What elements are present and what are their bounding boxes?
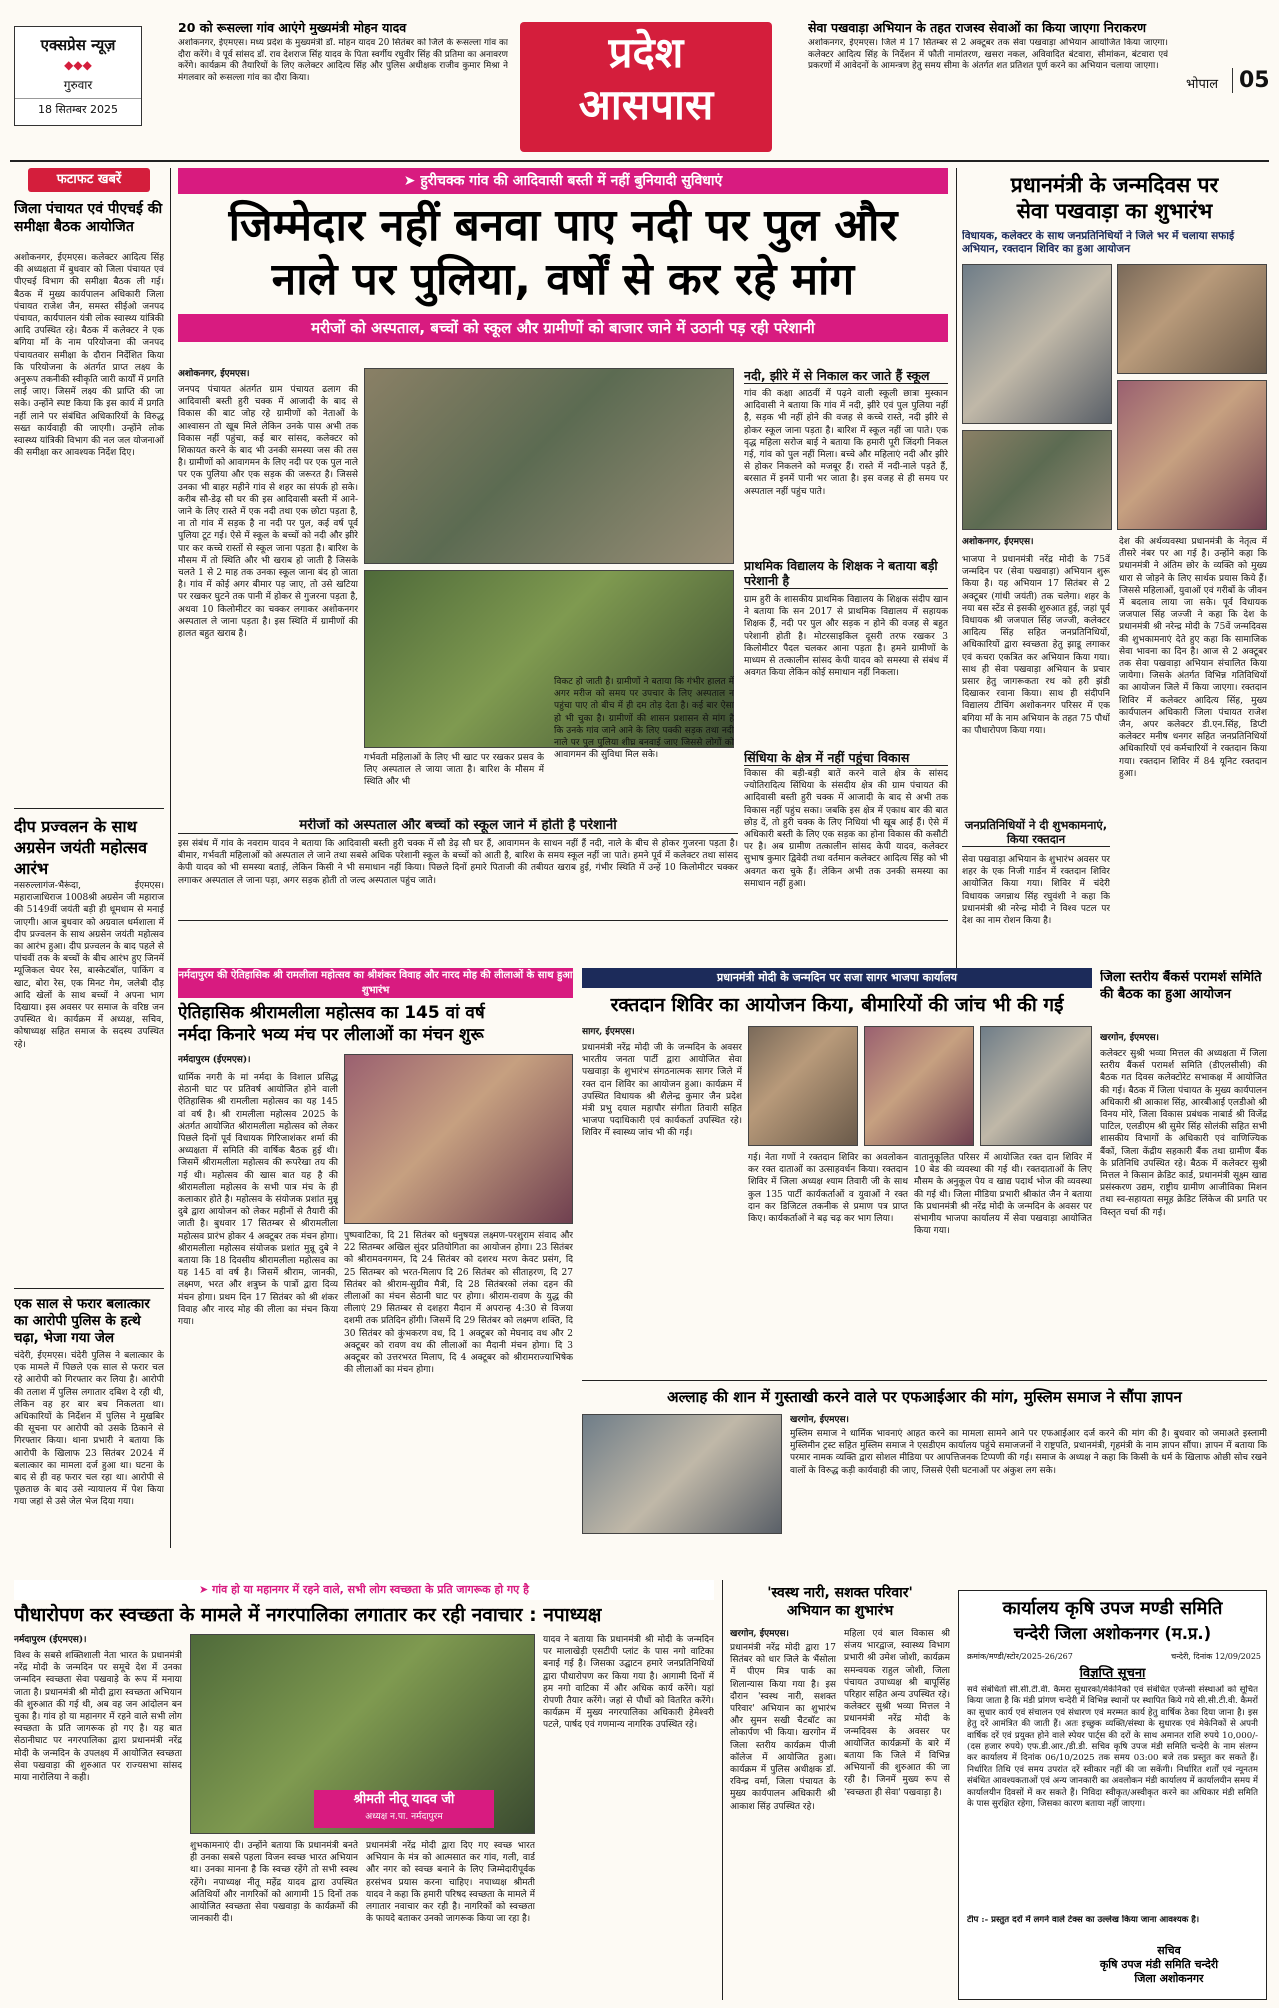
diamond-icon: ◆◆◆ <box>64 58 92 72</box>
lead-sub2: प्राथमिक विद्यालय के शिक्षक ने बताया बड़ी परेशानी है <box>744 558 948 589</box>
lead-col2-bottom: गर्भवती महिलाओं के लिए भी खाट पर रखकर प्रसव के लिए अस्पताल ले जाया जाता है। बारिश के मौसम में स्थिति और भी <box>364 753 544 788</box>
swasth-story <box>730 1580 950 2000</box>
top-right-text: अशोकनगर, ईएमएस। जिले में 17 सितम्बर से 2 अक्टूबर तक सेवा पखवाड़ा अभियान आयोजित किया जाएगा। कलेक्टर आदित्य सिंह के निर्देशन में फौती नामांतरण, खसरा नकल, अविवादित बंटवारा, सीमांकन, बंटवारा एवं प्रकरणों में आवेदनों के आमन्त्रण हेतु समय सीमा के अंतर्गत शत प्रतिशत पूर्ण करने का अभियान चलाया जाएगा। <box>808 38 1168 71</box>
seva-dateline: अशोकनगर, ईएमएस। <box>962 537 1034 547</box>
blood-camp-headline: रक्तदान शिविर का आयोजन किया, बीमारियों की जांच भी की गई <box>610 994 1064 1016</box>
seva-story <box>962 168 1267 968</box>
seva-deck: विधायक, कलेक्टर के साथ जनप्रतिनिधियों ने जिले भर में चलाया सफाई अभियान, रक्तदान शिविर का हुआ आयोजन <box>962 230 1235 255</box>
lead-kicker <box>178 168 948 194</box>
swasth-vrule <box>722 1580 723 2000</box>
lead-headline-line2: नाले पर पुलिया, वर्षों से कर रहे मांग <box>271 254 855 305</box>
brief2-text: नसरुल्लागंज-भैरूंदा, ईएमएस। महाराजाधिराज 1008श्री अग्रसेन जी महाराज की 5149वीं जयंती बड़ी ही धूमधाम से मनाई जाएगी। आज बुधवार को अग्रवाल धर्मशाला में दीप प्रज्वलन के साथ अग्रसेन जयंती महोत्सव का आरंभ हुआ। दीप प्रज्वलन के बाद पहले से पांचवीं तक के बच्चों के बीच आरंभ हुए जिनमें म्यूजिकल चेयर रेस, बास्केटबॉल, पाकिंग व खाट, बोरा रेस, एक मिनट गेम, जलेबी दौड़ आदि खेलों के साथ बच्चों ने अपना भाग दिखाया। इस अवसर पर समाज के वरिष्ठ जन उपस्थित थे। कार्यक्रम में अध्यक्ष, सचिव, कोषाध्यक्ष सहित समाज के सदस्य उपस्थित रहे। <box>14 881 164 1050</box>
lead-col3: विकट हो जाती है। ग्रामीणों ने बताया कि गंभीर हालत में अगर मरीज को समय पर उपचार के लिए अस्पताल न पहुंचा पाए तो बीच में ही दम तोड़ देता है। कई बार ऐसा हो भी चुका है। ग्रामीणों की शासन प्रशासन से मांग है कि उनके गांव जाने आने के लिए पक्की सड़क तथा नदी नाले पर पुल पुलिया शीघ्र बनवाई जाए जिससे लोगों को आवागमन की सुविधा मिल सके। <box>554 677 734 761</box>
blood-camp-story <box>582 968 1092 1398</box>
lead-kicker-text: हुरीचक्क गांव की आदिवासी बस्ती में नहीं बुनियादी सुविधाएं <box>420 173 723 189</box>
bank-story <box>1100 968 1267 1398</box>
brief1-headline: जिला पंचायत एवं पीएचई की समीक्षा बैठक आयोजित <box>14 201 163 235</box>
lead-sub1: नदी, झीरे में से निकाल कर जाते हैं स्कूल <box>744 368 948 384</box>
ramleela-story <box>178 968 573 1578</box>
bank-dateline: खरगोन, ईएमएस। <box>1100 1033 1159 1043</box>
seva-photo-4 <box>1117 380 1267 530</box>
blood-camp-kicker: प्रधानमंत्री मोदी के जन्मदिन पर सजा सागर भाजपा कार्यालय <box>582 968 1092 988</box>
ramleela-dateline: नर्मदापुरम (ईएमएस)। <box>178 1055 251 1065</box>
notice-sign1: सचिव <box>1157 1944 1181 1957</box>
lead-col1: जनपद पंचायत अंतर्गत ग्राम पंचायत ढलाग की आदिवासी बस्ती हुरी चक्क में आजादी के बाद से विकास की बाट जोह रहे ग्रामीणों को नेताओं के आश्वासन तो खूब मिले लेकिन उनके पास अभी तक विकास नहीं पहुंचा, कई बार सांसद, कलेक्टर को शिकायत करने के बाद भी उनकी समस्या जस की तस है। ग्रामीणों को आवागमन के लिए नदी पर एक पुल नाले पर एक पुलिया और एक सड़क की जरूरत है। जिससे उनका भी बाहर महीने गांव से शहर का संपर्क हो सके। करीब सौ-डेढ़ सौ घर की इस आदिवासी बस्ती में आने-जाने के लिए रास्ते में एक नदी तथा एक छोटा पड़ता है, ना तो गांव में सड़क है ना नदी पर पुल, कई वर्ष पूर्व पुलिया टूट गई। ऐसे में स्कूल के बच्चों को नदी और झीरे पार कर कच्चे रास्तों से स्कूल जाना पड़ता है। बारिश के मौसम में तो स्थिति और भी खराब हो जाती है जिसके चलते 1 से 2 माह तक उनका स्कूल जाना बंद हो जाता है। गांव में कोई अगर बीमार पड़ जाए, तो उसे खटिया पर रखकर घुटने तक पानी में होकर से गुजरना पड़ता है, अथवा 10 किलोमीटर का चक्कर लगाकर अशोकनगर अस्पताल ले जाना पड़ता है। इस स्थिति में ग्रामीणों की हालत बहुत खराब है। <box>178 385 358 640</box>
lead-story <box>178 168 948 968</box>
lead-photo-river <box>364 368 734 564</box>
top-left-text: अशोकनगर, ईएमएस। मध्य प्रदेश के मुख्यमंत्री डॉ. मोहन यादव 20 सितंबर को जिले के रूसल्ला गांव का दौरा करेंगे। वे पूर्व सांसद डॉ. राव देशराज सिंह यादव के पिता स्वर्गीय रघुवीर सिंह की प्रतिमा का अनावरण करेंगे। कार्यक्रम की तैयारियों के लिए कलेक्टर आदित्य सिंह और पुलिस अधीक्षक राजीव कुमार मिश्रा ने मंगलवार को रूसल्ला गांव का दौरा किया। <box>178 38 508 83</box>
masthead-brand-box <box>14 26 142 126</box>
arrow-icon: ➤ <box>199 1583 213 1596</box>
top-right-headline: सेवा पखवाड़ा अभियान के तहत राजस्व सेवाओं का किया जाएगा निराकरण <box>808 20 1147 35</box>
ramleela-kicker: नर्मदापुरम की ऐतिहासिक श्री रामलीला महोत्सव का श्रीशंकर विवाह और नारद मोह की लीलाओं के साथ हुआ शुभारंभ <box>178 970 573 996</box>
briefs-label: फटाफट खबरें <box>28 168 150 192</box>
ramleela-headline-line2: नर्मदा किनारे भव्य मंच पर लीलाओं का मंचन शुरू <box>178 1025 484 1045</box>
blood-camp-dateline: सागर, ईएमएस। <box>582 1027 635 1037</box>
seva-col1: भाजपा ने प्रधानमंत्री नरेंद्र मोदी के 75वें जन्मदिन पर (सेवा पखवाड़ा) अभियान शुरू किया है। यह अभियान 17 सितंबर से 2 अक्टूबर (गांधी जयंती) तक चलेगा। शहर के नया बस स्टेंड से इसकी शुरुआत हुई, जहां पूर्व विधायक श्री जजपाल सिंह जज्जी, कलेक्टर आदित्य सिंह सहित जनप्रतिनिधियों, अधिकारियों द्वारा स्वच्छता हेतु झाडू लगाकर एवं कचरा एकत्रित कर अभियान किया गया। साथ ही सेवा पखवाड़ा अभियान के प्रचार प्रसार हेतु जागरूकता रथ को हरी झंडी दिखाकर रवाना किया। साथ ही संदीपनि विद्यालय टीचिंग अशोकनगर परिसर में एक बगिया माँ के नाम अभियान के तहत 75 पौधों का पौधारोपण किया गया। <box>962 555 1110 736</box>
notice-sign2: कृषि उपज मंडी समिति चन्देरी <box>1099 1958 1219 1971</box>
left-column <box>14 168 164 1548</box>
lead-strip-text: इस संबंध में गांव के नवराम यादव ने बताया कि आदिवासी बस्ती हुरी चक्क में सौ डेढ़ सौ घर हैं, आवागमन के साधन नहीं हैं नदी, नाले के बीच से होकर गुजरना पड़ता है। बीमार, गर्भवती महिलाओं को अस्पताल ले जाने तथा सबसे अधिक परेशानी स्कूल के बच्चों को आती है, बारिश के समय स्कूल नहीं जा पाते। हमने पूर्व में कलेक्टर तथा सांसद केपी यादव को भी समस्या बताई, लेकिन किसी ने भी समाधान नहीं किया। पिछले दिनों हमारे पिताजी की तबीयत खराब हुई, गंभीर स्थिति में उन्हें 10 किलोमीटर चक्कर लगाकर अस्पताल ले जाना पड़ा, अगर सड़क होती तो जल्द अस्पताल पहुंच जाते। <box>178 839 738 886</box>
notice-title-line2: चन्देरी जिला अशोकनगर (म.प्र.) <box>1013 1624 1212 1643</box>
allah-text: मुस्लिम समाज ने धार्मिक भावनाएं आहत करने का मामला सामने आने पर एफआईआर दर्ज करने की मांग की है। बुधवार को जमाअते इस्लामी मुस्लिमीन ट्रस्ट सहित मुस्लिम समाज ने एसडीएम कार्यालय पहुंचे समाजजनों ने राष्ट्रपति, प्रधानमंत्री, गृहमंत्री के नाम ज्ञापन सौंपा। ज्ञापन में बताया कि परमार नामक व्यक्ति द्वारा सोशल मीडिया पर आपत्तिजनक टिप्पणी की गई। समाज के अध्यक्ष ने कहा कि किसी के धर्म के खिलाफ ओछी सोच रखने वालों के विरुद्ध कड़ी कार्यवाही की जाए, जिससे ऐसी घटनाओं पर अंकुश लग सके। <box>790 1429 1267 1476</box>
lead-deck: मरीजों को अस्पताल, बच्चों को स्कूल और ग्रामीणों को बाजार जाने में उठानी पड़ रही परेशानी <box>178 314 948 342</box>
lead-dateline: अशोकनगर, ईएमएस। <box>178 369 250 379</box>
section-title-line2: आसपास <box>578 80 714 129</box>
lead-sub1-text: गांव की कक्षा आठवीं में पढ़ने वाली स्कूली छात्रा मुस्कान आदिवासी ने बताया कि गांव में नदी, झीरे एवं पुल पुलिया नहीं है, सड़क भी नहीं होने की वजह से कच्चे रास्ते, नदी झीरे से होकर स्कूल जाना पड़ता है। बारिश में स्कूल नहीं जा पाते। एक वृद्ध महिला सरोज बाई ने बताया कि हमारी पूरी जिंदगी निकल गई, गांव को पुल नहीं मिला। बच्चे और महिलाएं नदी और झीरे से होकर निकलने को मजबूर हैं। रास्ते में नदी-नाले पड़ते हैं, बरसात में इनमें पानी भर जाता है। इस वजह से ही समय पर अस्पताल नहीं पहुंच पाते। <box>744 389 948 497</box>
plant-story <box>14 1580 714 2000</box>
paper-name: एक्सप्रेस न्यूज़ <box>40 36 116 54</box>
seva-sub: जनप्रतिनिधियों ने दी शुभकामनाएं, किया रक्तदान <box>962 818 1110 847</box>
ramleela-col2: पुष्पवाटिका, दि 21 सितंबर को धनुषयज्ञ लक्ष्मण-परशुराम संवाद और 22 सितम्बर अखिल सुंदर प्रतियोगिता का आयोजन होगा। 23 सितंबर को श्रीरामवनगमन, दि 24 सितंबर को दशरथ मरण केवट प्रसंग, दि 25 सितम्बर को भरत-मिलाप दि 26 सितंबर को सीताहरण, दि 27 सितंबर को श्रीराम-सुग्रीव मैत्री, दि 28 सितंबरको लंका दहन की लीलाओं का मंचन सेठानी घाट पर होगा। श्रीराम-रावण के युद्ध की लीलाएं 29 सितम्बर से दशहरा मैदान में अपरान्ह 4:30 से विजया दशमी तक प्रतिदिन होंगी। जिसमें दि 29 सितंबर को लक्ष्मण शक्ति, दि 30 सितंबर को कुंभकरण वध, दि 1 अक्टूबर को मेघनाद वध और 2 अक्टूबर को रावण वध की लीलाओं का मैदानी मंचन होगा। दि 3 अक्टूबर को उत्तरभरत मिलाप, दि 4 अक्टूबर को श्रीरामराज्याभिषेक की लीलाओं का मंचन होगा। <box>344 1231 573 1376</box>
page-number: 05 <box>1232 68 1270 93</box>
seva-headline-line1: प्रधानमंत्री के जन्मदिवस पर <box>1010 173 1219 197</box>
city-label: भोपाल <box>1186 77 1219 92</box>
brief3-text: चंदेरी, ईएमएस। चंदेरी पुलिस ने बलात्कार के एक मामले में पिछले एक साल से फरार चल रहे आरोपी को गिरफ्तार कर लिया है। आरोपी की तलाश में पुलिस लगातार दबिश दे रही थी, लेकिन वह हर बार बच निकलता था। अधिकारियों के निर्देशन में पुलिस ने मुखबिर की सूचना पर आरोपी को उसके ठिकाने से गिरफ्तार किया। थाना प्रभारी ने बताया कि आरोपी के खिलाफ 23 सितंबर 2024 में बलात्कार का मामला दर्ज हुआ था। घटना के बाद से ही वह फरार चल रहा था। आरोपी से पूछताछ के बाद उसे न्यायालय में पेश किया गया जहां से उसे जेल भेज दिया गया। <box>14 1351 164 1508</box>
right-column-vrule <box>956 168 957 968</box>
lead-headline-line1: जिम्मेदार नहीं बनवा पाए नदी पर पुल और <box>228 200 898 251</box>
notice-body: सर्व संबंधितों सी.सी.टी.वी. कैमरा सुधारको/मेकेनिको एवं संबंधित एजेन्सी संस्थाओं को सूचित किया जाता है कि मंडी प्रांगण चन्देरी में विभिन्न स्थानों पर स्थापित किये गये सी.सी.टी.वी. कैमरों का सुधार कार्य एवं संचालन एवं संधारण एवं मरम्मत कार्य हेतु वार्षिक ठेका दिया जाना है। इस हेतु दरें आमंत्रित की जाती हैं। अतः इच्छुक व्यक्ति/संस्था के सुधारक एवं मेकेनिकों से अपनी वार्षिक दरें एवं प्रयुक्त होने वाले स्पेयर पार्ट्स की दरों के साथ अमानत राशि रुपये 10,000/- (दस हजार रुपये) एफ.डी.आर./डी.डी. सचिव कृषि उपज मंडी समिति चन्देरी के नाम संलग्न कर कार्यालय में दिनांक 06/10/2025 तक समय 03:00 बजे तक प्रस्तुत कर सकते हैं। निर्धारित तिथि एवं समय उपरांत दरें स्वीकार नहीं की जा सकेंगी। निर्धारित शर्तों एवं न्यूनतम संबंधित आवश्यकताओं एवं अन्य जानकारी का अवलोकन मंडी कार्यालय में कार्यालयीन समय में कार्यालयीन दिवसों में कर सकते हैं। निविदा स्वीकृत/अस्वीकृत करने का अधिकार मंडी समिति के पास सुरक्षित रहेगा, जिसका कारण बताया नहीं जाएगा। <box>967 1685 1258 1810</box>
section-title-box <box>520 22 772 152</box>
plant-kicker-text: गांव हो या महानगर में रहने वाले, सभी लोग स्वच्छता के प्रति जागरूक हो गए है <box>212 1583 529 1596</box>
seva-headline-line2: सेवा पखवाड़ा का शुभारंभ <box>1016 199 1213 223</box>
caption-role: अध्यक्ष न.पा. नर्मदापुरम <box>365 1812 443 1822</box>
lead-strip-title: मरीजों को अस्पताल और बच्चों को स्कूल जाने में होती है परेशानी <box>178 818 738 834</box>
swasth-dateline: खरगोन, ईएमएस। <box>730 1629 789 1639</box>
plant-dateline: नर्मदापुरम (ईएमएस)। <box>14 1635 87 1645</box>
seva-col2: देश की अर्थव्यवस्था प्रधानमंत्री के नेतृत्व में तीसरे नंबर पर आ गई है। उन्होंने कहा कि प्रधानमंत्री ने अंतिम छोर के व्यक्ति को मुख्य धारा से जोड़ने के लिए सार्थक प्रयास किये हैं। जिससे महिलाओं, युवाओं एवं गरीबों के जीवन में बदलाव लाया जा सके। पूर्व विधायक जजपाल सिंह जज्जी ने कहा कि देश के प्रधानमंत्री श्री नरेन्द्र मोदी के 75वें जन्मदिवस की शुभकामनाएं देते हुए कहा कि सामाजिक सेवा भावना का दिन है। आज से 2 अक्टूबर तक सेवा पखवाड़ा अभियान संचालित किया जायेगा। जिसके अंतर्गत विभिन्न गतिविधियों का आयोजन जिले में किया जाएगा। रक्तदान शिविर में कलेक्टर आदित्य सिंह, मुख्य कार्यपालन अधिकारी जिला पंचायत राजेश जैन, अपर कलेक्टर डी.एन.सिंह, डिप्टी कलेक्टर मनीष धनगर सहित जनप्रतिनिधियों अधिकारियों एवं कर्मचारियों ने रक्तदान किया गया। रक्तदान शिविर में 84 यूनिट रक्तदान हुआ। <box>1119 537 1267 779</box>
plant-photo-caption <box>314 1790 494 1828</box>
ramleela-photo <box>344 1054 573 1224</box>
ramleela-headline-line1: ऐतिहासिक श्रीरामलीला महोत्सव का 145 वां वर्ष <box>178 1003 485 1023</box>
notice-ref: क्रमांक/मण्डी/स्टोर/2025-26/267 <box>967 1652 1073 1661</box>
masthead-rule <box>10 160 1269 162</box>
issue-date: 18 सितम्बर 2025 <box>15 98 141 117</box>
caption-name: श्रीमती नीतू यादव जी <box>353 1792 455 1807</box>
plant-col1: विश्व के सबसे शक्तिशाली नेता भारत के प्रधानमंत्री नरेंद्र मोदी के जन्मदिन पर समूचे देश में उनका जन्मदिन स्वच्छता सेवा पखवाड़े के रूप में मनाया जाता है। प्रधानमंत्री श्री मोदी द्वारा स्वच्छता अभियान की शुरुआत की गई थी, अब वह जन आंदोलन बन चुका है। गांव हो या महानगर में रहने वाले सभी लोग स्वच्छता के प्रति जागरूक हो गए है। यह बात सेठानीघाट पर नगरपालिका द्वारा प्रधानमंत्री नरेंद्र मोदी के जन्मदिन के उपलक्ष्य में आयोजित स्वच्छता सेवा पखवाड़ा की शुरुआत पर राज्यसभा सांसद माया नारोलिया ने कही। <box>14 1651 182 1784</box>
blood-camp-col2: गई। नेता गणों ने रक्तदान शिविर का अवलोकन कर रक्त दाताओं का उत्साहवर्धन किया। रक्तदान शिविर में जिला अध्यक्ष श्याम तिवारी जी के साथ कुल 135 पार्टी कार्यकर्ताओं व युवाओं ने रक्त दान कर डिजिटल तकनीक से प्रमाण पत्र प्राप्त किए। कार्यकर्ताओं ने बढ़ चढ़ कर भाग लिया। <box>748 1153 908 1225</box>
lead-sub2-text: ग्राम हुरी के शासकीय प्राथमिक विद्यालय के शिक्षक संदीप खान ने बताया कि सन 2017 से प्राथमिक विद्यालय में सहायक शिक्षक हैं, नदी पर पुल और सड़क न होने की वजह से बहुत परेशानी होती है। मोटरसाइकिल दूसरी तरफ रखकर 3 किलोमीटर पैदल चलकर आना पड़ता है। हमने ग्रामीणों के माध्यम से तत्कालीन सांसद केपी यादव को समस्या से संबंध में अवगत किया लेकिन कोई समाधान नहीं निकला। <box>744 595 948 679</box>
notice-note: टीप :- प्रस्तुत दरों में लगने वाले टेक्स का उल्लेख किया जाना आवश्यक है। <box>967 1915 1200 1925</box>
plant-col2: शुभकामनाएं दी। उन्होंने बताया कि प्रधानमंत्री बनते ही उनका सबसे पहला विजन स्वच्छ भारत अभियान था। उनका मानना है कि स्वच्छ रहेंगे तो सभी स्वस्थ रहेंगे। नपाध्यक्ष नीतू महेंद्र यादव द्वारा उपस्थित अतिथियों और नागरिकों को आगामी 15 दिनों तक आयोजित स्वच्छता सेवा पखवाड़ा के कार्यक्रमों की जानकारी दी। <box>190 1841 358 1925</box>
top-left-headline: 20 को रूसल्ला गांव आएंगे मुख्यमंत्री मोहन यादव <box>178 20 407 35</box>
seva-photo-2 <box>1117 264 1267 374</box>
ramleela-col1: धार्मिक नगरी के मां नर्मदा के विशाल प्रसिद्ध सेठानी घाट पर प्रतिवर्ष आयोजित होने वाली ऐतिहासिक श्री रामलीला महोत्सव का यह 145 वां वर्ष है। श्री रामलीला महोत्सव 2025 के अंतर्गत आयोजित श्रीरामलीला महोत्सव को लेकर पिछले दिनों पूर्व विधायक गिरिजाशंकर शर्मा की अध्यक्षता में समिति की वार्षिक बैठक हुई थी। जिसमें श्रीरामलीला महोत्सव की रूपरेखा तय की गई थी। महोत्सव की खास बात यह है की श्रीरामलीला महोत्सव के सभी पात्र मंच के ही कलाकार होते है। महोत्सव के संयोजक प्रशांत मुन्नू दुबे द्वारा आयोजन को लेकर महीनों से तैयारी की जाती है। बुधवार 17 सितम्बर से श्रीरामलीला महोत्सव प्रारंभ होकर 4 अक्टूबर तक मंचन होगा। श्रीरामलीला महोत्सव संयोजक प्रशांत मुन्नू दुबे ने बताया कि 18 दिवसीय श्रीरामलीला महोत्सव का यह 145 वां वर्ष है। जिसमें श्रीराम, जानकी, लक्ष्मण, भरत और शत्रुघ्न के पात्रों द्वारा दिव्य मंचन होगा। प्रथम दिन 17 सितंबर को श्री शंकर विवाह और नारद मोह की लीला का मंचन किया गया। <box>178 1073 338 1328</box>
mandi-notice <box>958 1590 1267 2000</box>
seva-photo-3 <box>962 430 1112 530</box>
swasth-col2: महिला एवं बाल विकास श्री संजय भारद्वाज, स्वास्थ्य विभाग प्रभारी श्री उमेश जोशी, कार्यक्रम समन्वयक राहुल जोशी, जिला पंचायत उपाध्यक्ष श्री बापूसिंह परिहार सहित अन्य उपस्थित रहे। कलेक्टर सुश्री भव्या मित्तल ने प्रधानमंत्री नरेंद्र मोदी के जन्मदिवस के अवसर पर आयोजित कार्यक्रमों के बारे में बताया कि जिले में विभिन्न अभियानों की शुरुआत की जा रही है। जिनमें मुख्य रूप से 'स्वच्छता ही सेवा' पखवाड़ा है। <box>844 1629 950 1798</box>
plant-headline: पौधारोपण कर स्वच्छता के मामले में नगरपालिका लगातार कर रही नवाचार : नपाध्यक्ष <box>14 1604 602 1626</box>
notice-heading: विज्ञप्ति सूचना <box>1079 1666 1146 1681</box>
blood-camp-photo-2 <box>864 1026 974 1146</box>
blood-camp-photo-1 <box>748 1026 858 1146</box>
masthead <box>0 0 1279 160</box>
seva-col1b: सेवा पखवाड़ा अभियान के शुभारंभ अवसर पर शहर के एक निजी गार्डन में रक्तदान शिविर आयोजित किया गया। शिविर में चंदेरी विधायक जगन्नाथ सिंह रघुवंशी ने कहा कि प्रधानमंत्री श्री नरेन्द्र मोदी ने विश्व पटल पर देश का नाम रोशन किया है। <box>962 855 1110 927</box>
seva-photo-1 <box>962 264 1112 424</box>
notice-title-line1: कार्यालय कृषि उपज मण्डी समिति <box>1002 1598 1223 1619</box>
blood-camp-col3: वातानुकूलित परिसर में आयोजित रक्त दान शिविर में 10 बेड की व्यवस्था की गई थी। रक्तदाताओं के लिए मौसम के अनुकूल पेय व खाद्य पदार्थ भोज की व्यवस्था की गई थी। जिला मीडिया प्रभारी श्रीकांत जैन ने बताया कि प्रधानमंत्री श्री नरेंद्र मोदी के जन्मदिन के अवसर पर संभागीय भाजपा कार्यालय में सेवा पखवाड़ा आयोजित किया गया। <box>914 1153 1092 1237</box>
left-divider-2 <box>14 1288 164 1289</box>
plant-col3: प्रधानमंत्री नरेंद्र मोदी द्वारा दिए गए स्वच्छ भारत अभियान के मंत्र को आत्मसात कर गांव, गली, वार्ड और नगर को स्वच्छ बनाने के लिए जिम्मेदारीपूर्वक हरसंभव प्रयास करना चाहिए। नपाध्यक्ष श्रीमती यादव ने कहा कि हमारी परिषद स्वच्छता के मामले में लगातार नवाचार कर रही है। नागरिकों को स्वच्छता के फायदे बताकर उनको जागरूक किया जा रहा है। <box>366 1841 535 1925</box>
swasth-headline-line1: 'स्वस्थ नारी, सशक्त परिवार' <box>767 1585 913 1601</box>
lead-bottom-rule <box>178 920 948 921</box>
brief1-text: अशोकनगर, ईएमएस। कलेक्टर आदित्य सिंह की अध्यक्षता में बुधवार को जिला पंचायत एवं पीएचई विभाग की समीक्षा बैठक ली गई। बैठक में मुख्य कार्यपालन अधिकारी जिला पंचायत राजेश जैन, समस्त सीईओ जनपद पंचायत, कार्यपालन यंत्री लोक स्वास्थ्य यांत्रिकी आदि उपस्थित रहे। बैठक में कलेक्टर ने एक बगिया माँ के नाम परियोजना की जनपद पंचायतवार समीक्षा के दौरान निर्देशित किया कि परियोजना के अंतर्गत प्राप्त लक्ष्य के अनुरूप तकनीकी स्वीकृति जारी कार्यों में प्रगति लाई जाए। जिसमें लक्ष्य की प्राप्ति की जा सके। उन्होंने स्पष्ट किया कि इस कार्य में प्रगति नहीं लाने पर संबंधित अधिकारियों के विरुद्ध सख्त कार्यवाही की जाएगी। उन्होंने लोक स्वास्थ्य यांत्रिकी विभाग की नल जल योजनाओं की समीक्षा कर आवश्यक निर्देश दिए। <box>14 253 164 459</box>
left-divider-1 <box>14 808 164 809</box>
allah-story <box>582 1380 1267 1570</box>
allah-top-rule <box>582 1380 1267 1381</box>
allah-dateline: खरगोन, ईएमएस। <box>790 1415 849 1425</box>
allah-photo <box>582 1414 782 1534</box>
arrow-icon: ➤ <box>403 173 421 189</box>
plant-kicker <box>14 1580 714 1600</box>
brief3-headline: एक साल से फरार बलात्कार का आरोपी पुलिस के हत्थे चढ़ा, भेजा गया जेल <box>14 1296 150 1346</box>
swasth-col1: प्रधानमंत्री नरेंद्र मोदी द्वारा 17 सितंबर को धार जिले के भैंसोला में पीएम मित्र पार्क का शिलान्यास किया गया है। इस दौरान 'स्वस्थ नारी, सशक्त परिवार' अभियान का शुभारंभ और सुमन सखी चैटबॉट का लोकार्पण भी किया। खरगोन में जिला स्तरीय कार्यक्रम पीजी कॉलेज में आयोजित हुआ। कार्यक्रम में पुलिस अधीक्षक डॉ. रविन्द्र वर्मा, जिला पंचायत के मुख्य कार्यपालन अधिकारी श्री आकाश सिंह उपस्थित रहे। <box>730 1643 836 1812</box>
lead-sub3: सिंधिया के क्षेत्र में नहीं पहुंचा विकास <box>744 750 948 766</box>
section-title-line1: प्रदेश <box>608 28 684 77</box>
blood-camp-photo-3 <box>980 1026 1092 1146</box>
left-column-vrule <box>170 168 171 1548</box>
plant-col4: यादव ने बताया कि प्रधानमंत्री श्री मोदी के जन्मदिन पर मालाखेड़ी एसटीपी प्लांट के पास नगो वाटिका बनाई गई है। जिसका उद्घाटन हमारे जनप्रतिनिधियों द्वारा पौधारोपण कर किया गया है। आगामी दिनों में हम नगो वाटिका में और अधिक कार्य करेंगे। यहां रोपणी तैयार करेंगे। जहां से पौधों को वितरित करेंगे। कार्यक्रम में मुख्य नगरपालिका अधिकारी हेमेश्वरी पटले, पार्षद एवं गणमान्य नागरिक उपस्थित रहे। <box>543 1635 714 1731</box>
lead-sub3-text: विकास की बड़ी-बड़ी बातें करने वाले क्षेत्र के सांसद ज्योतिरादित्य सिंधिया के संसदीय क्षेत्र की ग्राम पंचायत की आदिवासी बस्ती हुरी चक्क में आजादी के बाद से अभी तक विकास नहीं पहुंच सका। जबकि इस क्षेत्र में एकाध बार की बात छोड़ दें, तो हुरी चक्क के लिए निधियां भी खूब आई हैं। ऐसे में अधिकारी बस्ती के लिए एक सड़क का होना विकास की कसौटी पर है। अब ग्रामीण तत्कालीन सांसद केपी यादव, कलेक्टर सुभाष कुमार द्विवेदी तथा वर्तमान कलेक्टर आदित्य सिंह को भी अवगत करा चुके हैं। लेकिन अभी तक उनकी समस्या का समाधान नहीं हुआ। <box>744 769 948 889</box>
issue-day: गुरुवार <box>63 78 93 92</box>
bank-text: कलेक्टर सुश्री भव्या मित्तल की अध्यक्षता में जिला स्तरीय बैंकर्स परामर्श समिति (डीएलसीसी) की बैठक गत दिवस कलेक्टोरेट सभाकक्ष में आयोजित की गई। बैठक में जिला पंचायत के मुख्य कार्यपालन अधिकारी श्री आकाश सिंह, आरबीआई एलडीओ श्री विनय मोरे, जिला विकास प्रबंधक नाबार्ड श्री विजेंद्र पाटिल, एलडीएम श्री सुमेर सिंह सोलंकी सहित सभी शासकीय विभागों के अधिकारी एवं वाणिज्यिक बैंकों, जिला केंद्रीय सहकारी बैंक तथा ग्रामीण बैंक के प्रतिनिधि उपस्थित रहे। बैठक में कलेक्टर सुश्री मित्तल ने किसान क्रेडिट कार्ड, प्रधानमंत्री सूक्ष्म खाद्य प्रसंस्करण उद्यम, राष्ट्रीय ग्रामीण आजीविका मिशन तथा स्व-सहायता समूह क्रेडिट लिंकेज की प्रगति पर विस्तृत चर्चा की गई। <box>1100 1049 1267 1218</box>
blood-camp-col1: प्रधानमंत्री नरेंद्र मोदी जी के जन्मदिन के अवसर भारतीय जनता पार्टी द्वारा आयोजित सेवा पखवाड़ा के शुभारंभ संगठनात्मक सागर जिले में रक्त दान शिविर का आयोजन हुआ। कार्यक्रम में उपस्थित विधायक श्री शैलेन्द्र कुमार जैन प्रदेश मंत्री प्रभु दयाल महापौर संगीता तिवारी सहित भाजपा पदाधिकारी एवं कार्यकर्ता उपस्थित रहे। शिविर में स्वास्थ्य जांच भी की गई। <box>582 1043 742 1139</box>
brief2-headline: दीप प्रज्वलन के साथ अग्रसेन जयंती महोत्सव आरंभ <box>14 817 147 878</box>
notice-ref-date: चन्देरी, दिनांक 12/09/2025 <box>1171 1652 1261 1661</box>
allah-headline: अल्लाह की शान में गुस्ताखी करने वाले पर एफआईआर की मांग, मुस्लिम समाज ने सौंपा ज्ञापन <box>667 1388 1182 1406</box>
notice-sign3: जिला अशोकनगर <box>1134 1972 1204 1985</box>
bank-headline: जिला स्तरीय बैंकर्स परामर्श समिति की बैठक का हुआ आयोजन <box>1100 970 1262 1002</box>
swasth-headline-line2: अभियान का शुभारंभ <box>786 1603 894 1619</box>
